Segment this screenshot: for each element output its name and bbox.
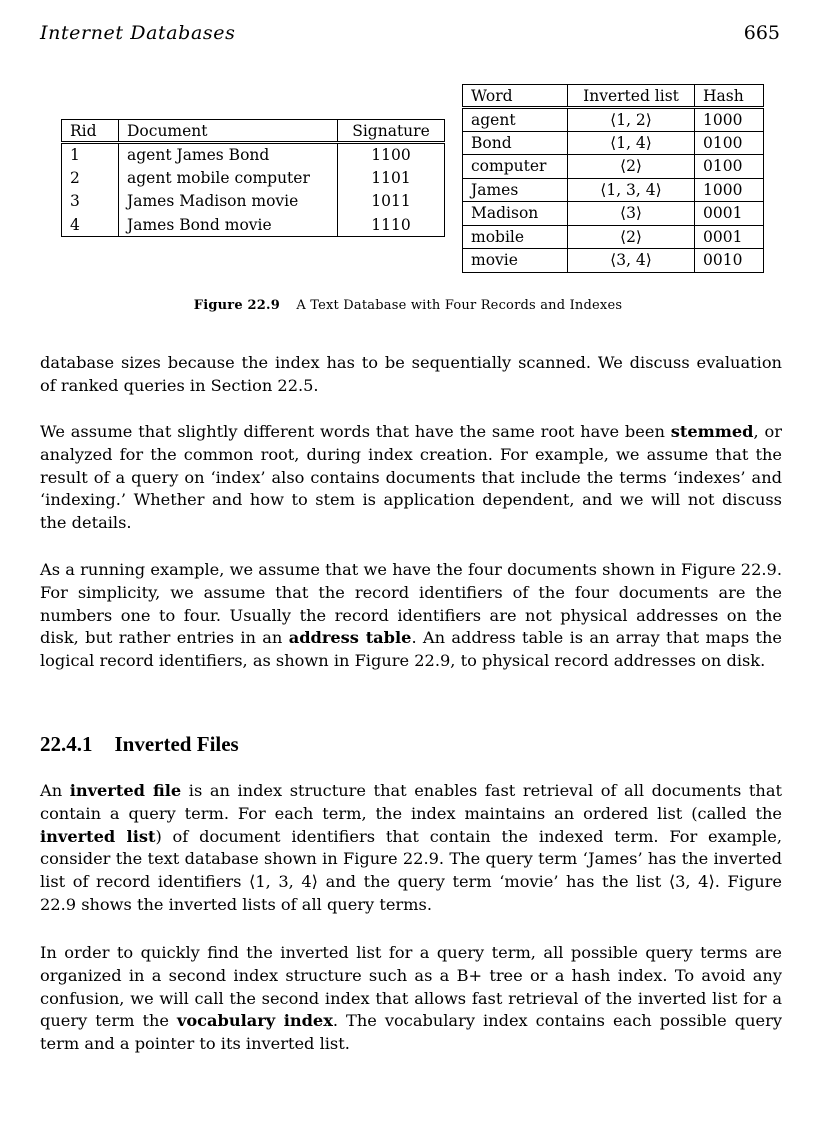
paragraph-text: . An address table is an array that maps the logical record identifiers, as shown in Figure 22.9, to physical record addresses on disk. (40, 628, 782, 671)
word-cell: Bond (463, 131, 568, 155)
column-header-document: Document (119, 120, 338, 143)
word-cell: mobile (463, 225, 568, 249)
paragraph-stemming (40, 421, 782, 535)
section-heading (40, 732, 239, 757)
figure-caption (0, 298, 816, 313)
document-cell: James Madison movie (119, 190, 338, 214)
hash-cell: 0001 (695, 202, 764, 226)
signature-cell: 1101 (338, 166, 445, 190)
section-number: 22.4.1 (40, 732, 93, 756)
table-row (463, 225, 764, 249)
figure-caption-text: A Text Database with Four Records and Indexes (296, 298, 623, 313)
paragraph-text: ) of document identifiers that contain the indexed term. For example, consider the text database shown in Figure 22.9. The query term ‘James’ has the inverted list of record identifiers ⟨1, 3, 4⟩ and the query term ‘movie’ has the list ⟨3, 4⟩. Figure 22.9 shows the inverted lists of all query terms. (40, 826, 782, 914)
rid-cell: 4 (62, 213, 119, 237)
hash-cell: 0100 (695, 131, 764, 155)
signature-cell: 1100 (338, 143, 445, 167)
document-table (61, 119, 445, 237)
rid-cell: 3 (62, 190, 119, 214)
term-vocabulary-index: vocabulary index (176, 1011, 333, 1031)
running-title: Internet Databases (40, 22, 236, 44)
inverted-list-cell: ⟨3⟩ (568, 202, 695, 226)
hash-cell: 1000 (695, 178, 764, 202)
table-row (463, 155, 764, 179)
table-row (463, 108, 764, 132)
section-title: Inverted Files (114, 732, 239, 756)
paragraph-running-example (40, 559, 782, 673)
inverted-list-cell: ⟨3, 4⟩ (568, 249, 695, 273)
inverted-list-cell: ⟨2⟩ (568, 155, 695, 179)
word-cell: James (463, 178, 568, 202)
paragraph-text: We assume that slightly different words that have the same root have been (40, 422, 671, 441)
rid-cell: 2 (62, 166, 119, 190)
term-inverted-list: inverted list (40, 826, 156, 846)
table-row (62, 143, 445, 167)
signature-cell: 1110 (338, 213, 445, 237)
table-row (62, 166, 445, 190)
paragraph-inverted-file (40, 780, 782, 917)
term-stemmed: stemmed (670, 422, 754, 441)
table-row (463, 178, 764, 202)
paragraph-text: In order to quickly find the inverted list for a query term, all possible query terms are organized in a second index structure such as a B+ tree or a hash index. To avoid any confusion, we will call the second index that allows fast retrieval of the inverted list for a query term the (40, 943, 782, 1031)
inverted-list-cell: ⟨1, 3, 4⟩ (568, 178, 695, 202)
paragraph-text: As a running example, we assume that we have the four documents shown in Figure 22.9. For simplicity, we assume that the record identifiers of the four documents are the numbers one to four. Usually the record identifiers are not physical addresses on the disk, but rather entries in an (40, 560, 782, 648)
word-cell: computer (463, 155, 568, 179)
table-header-row (62, 120, 445, 143)
page-number: 665 (743, 22, 780, 44)
document-cell: agent James Bond (119, 143, 338, 167)
column-header-rid: Rid (62, 120, 119, 143)
hash-cell: 0100 (695, 155, 764, 179)
paragraph-text: , or analyzed for the common root, during index creation. For example, we assume that the result of a query on ‘index’ also contains documents that include the terms ‘indexes’ and ‘indexing.’ Whether and how to stem is application dependent, and we will not discuss the details. (40, 422, 782, 533)
paragraph-text: . The vocabulary index contains each possible query term and a pointer to its inverted list. (40, 1011, 783, 1054)
table-row (62, 213, 445, 237)
word-cell: Madison (463, 202, 568, 226)
hash-cell: 0001 (695, 225, 764, 249)
column-header-signature: Signature (338, 120, 445, 143)
inverted-list-cell: ⟨1, 4⟩ (568, 131, 695, 155)
inverted-list-cell: ⟨1, 2⟩ (568, 108, 695, 132)
hash-cell: 0010 (695, 249, 764, 273)
paragraph-text: database sizes because the index has to be sequentially scanned. We discuss evaluation of ranked queries in Section 22.5. (40, 353, 782, 395)
document-cell: James Bond movie (119, 213, 338, 237)
term-address-table: address table (288, 628, 412, 648)
inverted-index-table (462, 84, 764, 273)
paragraph-vocabulary-index (40, 942, 782, 1056)
paragraph-text: An (40, 781, 70, 800)
table-row (463, 131, 764, 155)
figure-label: Figure 22.9 (193, 298, 280, 313)
inverted-list-cell: ⟨2⟩ (568, 225, 695, 249)
hash-cell: 1000 (695, 108, 764, 132)
document-cell: agent mobile computer (119, 166, 338, 190)
column-header-hash: Hash (695, 85, 764, 108)
paragraph-text: is an index structure that enables fast retrieval of all documents that contain a query term. For each term, the index maintains an ordered list (called the (40, 781, 783, 823)
table-row (463, 202, 764, 226)
signature-cell: 1011 (338, 190, 445, 214)
term-inverted-file: inverted file (69, 781, 182, 800)
table-header-row (463, 85, 764, 108)
column-header-inverted-list: Inverted list (568, 85, 695, 108)
table-row (463, 249, 764, 273)
word-cell: movie (463, 249, 568, 273)
table-row (62, 190, 445, 214)
paragraph-ranked-queries (40, 352, 782, 398)
column-header-word: Word (463, 85, 568, 108)
word-cell: agent (463, 108, 568, 132)
rid-cell: 1 (62, 143, 119, 167)
